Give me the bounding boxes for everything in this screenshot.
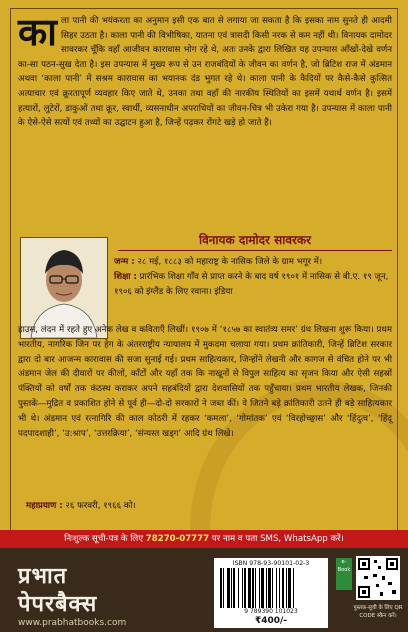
barcode-stripe (261, 568, 264, 608)
barcode-stripe (238, 568, 239, 608)
catalog-suffix: पर नाम व पता SMS, WhatsApp करें। (211, 534, 344, 544)
catalog-text: निःशुल्क सूची-पत्र के लिए (64, 534, 144, 544)
catalog-phone: 78270-07777 (145, 534, 210, 544)
qr-code-icon (356, 556, 400, 600)
barcode-stripe (223, 568, 224, 608)
qr-caption: पुस्तक-सूची के लिए QR CODE स्कैन करें। (353, 605, 403, 619)
barcode-stripe (266, 568, 267, 608)
barcode-stripe (276, 568, 277, 608)
barcode-stripe (288, 568, 291, 608)
barcode-stripe (220, 568, 222, 608)
barcode-number: 9 789390 101023 (244, 608, 298, 615)
barcode-stripe (279, 568, 280, 608)
barcode-stripe (268, 568, 270, 608)
education-label: शिक्षा : (114, 271, 137, 282)
author-section (18, 231, 392, 527)
birth-label: जन्म : (114, 257, 135, 267)
barcode-stripe (242, 568, 243, 608)
barcode-stripe (244, 568, 246, 608)
birth-text: २८ मई, १८८३ को महाराष्ट्र के नासिक जिले के ग्राम भगूर में। (137, 257, 323, 267)
blurb-text: ला पानी की भयंकरता का अनुमान इसी एक बात से लगाया जा सकता है कि इसका नाम सुनते ही आदमी सिहर उठता है। काला पानी की विभीषिका, यातना एवं त्रासदी किसी नरक से कम नहीं थी। विनायक दामोदर सावरकर चूँकि वहाँ आजीवन कारावास भोग रहे थे, अतः उनके द्वारा लिखित यह उपन्यास आँखों-देखे वर्णन का-सा पठन-सुख देता है। इस उपन्यास में मुख्य रूप से उन राजबंदियों के जीवन का वर्णन है, जो ब्रिटिश राज में अंडमान अथवा ‘काला पानी’ में सश्रम कारावास का भयानक दंड भुगत रहे थे। काला पानी के कैदियों पर कैसे-कैसे कुत्सित अत्याचार एवं क्रूरतापूर्ण व्यवहार किए जाते थे, उनका तथा वहाँ की नारकीय स्थितियों का इसमें यथार्थ वर्णन है। इसमें हत्यारों, लुटेरों, डाकुओं तथा क्रूर, स्वार्थी, व्यसनाधीन अपराधियों का जीवन-चित्र भी उकेरा गया है। उपन्यास में काला पानी के ऐसे-ऐसे सत्यों एवं तथ्यों का उद्घाटन हुआ है, जिन्हें पढ़कर रोंगटे खड़े हो जाते हैं। (18, 16, 392, 129)
barcode-stripe (227, 568, 230, 608)
catalog-banner (0, 530, 408, 548)
barcode-stripe (248, 568, 251, 608)
death-line (26, 499, 136, 511)
birth-line (114, 255, 392, 270)
death-text: २६ फरवरी, १९६६ को। (65, 501, 136, 511)
barcode-stripe (231, 568, 232, 608)
publisher-name-line2: पेपरबैक्स (18, 592, 98, 617)
publisher-name-line1: प्रभात (18, 564, 68, 589)
publisher-website: www.prabhatbooks.com (18, 618, 127, 628)
barcode-stripe (282, 568, 284, 608)
author-biography: हाउस, लंदन में रहते हुए अनेक लेख व कविताएँ लिखीं। १९०७ में ‘१८५७ का स्वातंत्र्य समर’ ग्रंथ लिखना शुरू किया। प्रथम भारतीय, नागरिक जिन पर हेग के अंतरराष्ट्रीय न्यायालय में मुकदमा चलाया गया। प्रथम क्रांतिकारी, जिन्हें ब्रिटिश सरकार द्वारा दो बार आजन्म कारावास की सजा सुनाई गई। प्रथम साहित्यकार, जिन्होंने लेखनी और कागज से वंचित होने पर भी अंडमान जेल की दीवारों पर कीलों, काँटों और यहाँ तक कि नाखूनों से विपुल साहित्य का सृजन किया और ऐसी सहस्रों पंक्तियों को वर्षों तक कंठस्थ कराकर अपने सहबंदियों द्वारा देशवासियों तक पहुँचाया। प्रथम भारतीय लेखक, जिनकी पुस्तकें—मुद्रित व प्रकाशित होने से पूर्व ही—दो-दो सरकारों ने जब्त कीं। वे जितने बड़े क्रांतिकारी उतने ही बड़े साहित्यकार भी थे। अंडमान एवं रत्नागिरि की काल कोठरी में रहकर ‘कमला’, ‘गोमांतक’ एवं ‘विरहोच्छ्वास’ और ‘हिंदुत्व’, ‘हिंदू पदपादशाही’, ‘उ:श्राप’, ‘उत्तरक्रिया’, ‘संन्यस्त खड्ग’ आदि ग्रंथ लिखे। (18, 325, 392, 439)
education-line (114, 270, 392, 300)
publisher-footer (0, 530, 408, 632)
price-label: ₹400/- (254, 616, 288, 626)
barcode-stripe (255, 568, 256, 608)
author-facts (114, 255, 392, 299)
isbn-text: ISBN 978-93-90101-02-3 (232, 560, 310, 567)
education-text: प्रारंभिक शिक्षा गाँव से प्राप्त करने के बाद वर्ष १९०१ में नासिक से बी.ए. १९ जून, १९०६ को इंग्लैंड के लिए रवाना। इंडिया (114, 271, 389, 297)
barcode-stripe (272, 568, 273, 608)
ebook-icon (336, 558, 352, 590)
ebook-label: e-Book (337, 559, 351, 573)
book-blurb (18, 10, 392, 131)
drop-cap: का (18, 10, 58, 54)
barcode-stripe (286, 568, 287, 608)
barcode-stripe (252, 568, 254, 608)
barcode-stripe (233, 568, 235, 608)
barcode-icon (220, 568, 322, 608)
publisher-logo (18, 560, 168, 618)
qr-code-graphic (356, 556, 400, 600)
barcode-stripe (293, 568, 294, 608)
author-name: विनायक दामोदर सावरकर (118, 231, 392, 251)
death-label: महाप्रयाण : (26, 501, 63, 511)
barcode-stripe (259, 568, 260, 608)
barcode-panel (214, 558, 328, 628)
